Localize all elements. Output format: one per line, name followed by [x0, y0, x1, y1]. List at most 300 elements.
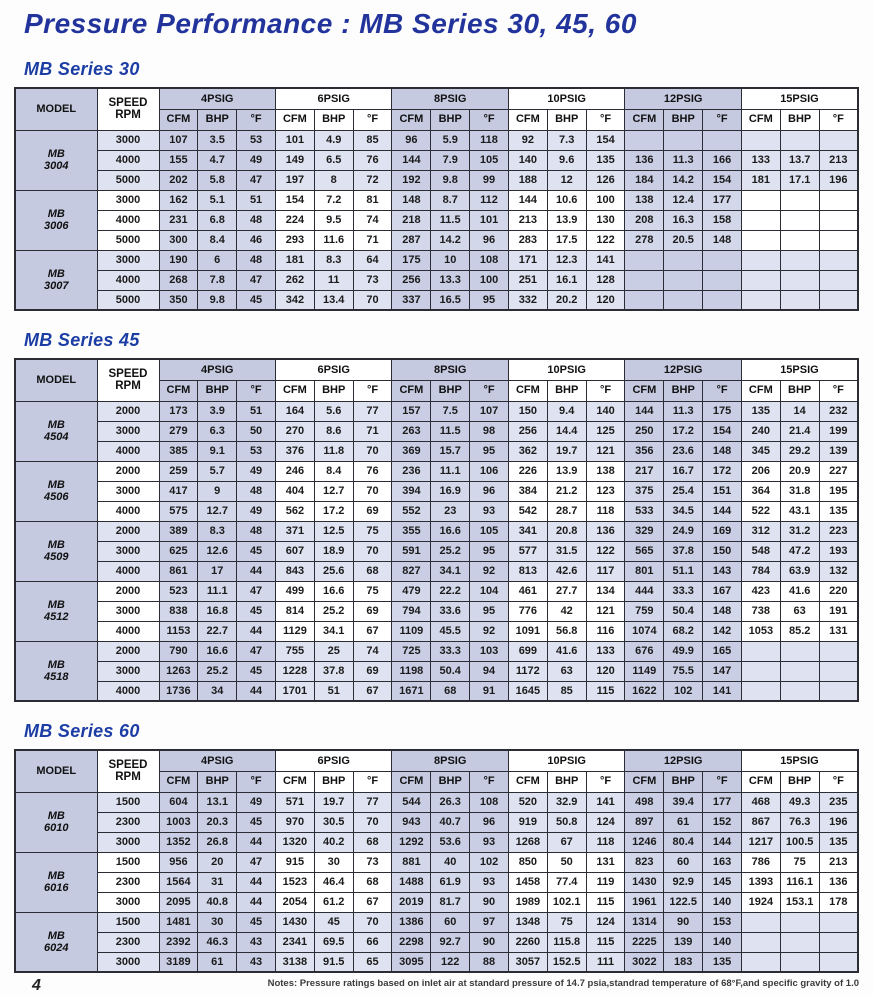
data-cell: 12.4	[664, 190, 703, 210]
data-cell	[780, 230, 819, 250]
data-cell: 362	[508, 441, 547, 461]
data-cell: 384	[508, 481, 547, 501]
data-cell: 50.4	[431, 661, 470, 681]
data-cell: 7.9	[431, 150, 470, 170]
data-cell: 150	[703, 541, 742, 561]
data-cell: 151	[703, 481, 742, 501]
data-cell: 115	[586, 932, 625, 952]
data-cell: 1172	[508, 661, 547, 681]
data-cell: 8	[314, 170, 353, 190]
model-name-line1: MB	[47, 147, 65, 160]
data-cell: 76	[353, 150, 392, 170]
data-cell: 278	[625, 230, 664, 250]
data-cell: 102	[470, 852, 509, 872]
data-cell: 95	[470, 541, 509, 561]
data-cell: 44	[237, 872, 276, 892]
data-cell: 40	[431, 852, 470, 872]
data-cell: 17.2	[314, 501, 353, 521]
sub-header-cfm: CFM	[159, 380, 198, 401]
pressure-table-mb-series-60	[14, 749, 859, 973]
data-cell: 30.5	[314, 812, 353, 832]
data-cell: 699	[508, 641, 547, 661]
data-cell: 195	[819, 481, 858, 501]
data-cell	[819, 250, 858, 270]
data-cell: 85	[353, 130, 392, 150]
data-cell: 256	[392, 270, 431, 290]
data-cell: 956	[159, 852, 198, 872]
data-cell: 105	[470, 521, 509, 541]
data-cell: 141	[586, 792, 625, 812]
data-cell: 81	[353, 190, 392, 210]
data-cell: 70	[353, 812, 392, 832]
data-cell	[625, 130, 664, 150]
data-cell: 133	[586, 641, 625, 661]
data-cell: 162	[159, 190, 198, 210]
data-cell: 790	[159, 641, 198, 661]
data-cell: 140	[586, 401, 625, 421]
table-row	[15, 601, 858, 621]
model-name-line1: MB	[47, 809, 65, 822]
data-cell: 177	[703, 792, 742, 812]
data-cell: 16.6	[198, 641, 237, 661]
data-cell: 3095	[392, 952, 431, 972]
data-cell: 25.2	[198, 661, 237, 681]
table-row	[15, 501, 858, 521]
data-cell: 12.6	[198, 541, 237, 561]
data-cell: 13.1	[198, 792, 237, 812]
data-cell: 202	[159, 170, 198, 190]
data-cell: 148	[703, 441, 742, 461]
data-cell: 125	[586, 421, 625, 441]
data-cell: 7.8	[198, 270, 237, 290]
table-row	[15, 661, 858, 681]
data-cell: 11.8	[314, 441, 353, 461]
table-row	[15, 210, 858, 230]
data-cell	[741, 250, 780, 270]
data-cell: 25	[314, 641, 353, 661]
data-cell: 16.1	[547, 270, 586, 290]
data-cell: 227	[819, 461, 858, 481]
data-cell: 287	[392, 230, 431, 250]
data-cell: 75	[780, 852, 819, 872]
data-cell: 3.5	[198, 130, 237, 150]
data-cell: 90	[664, 912, 703, 932]
data-cell: 3057	[508, 952, 547, 972]
data-cell: 53.6	[431, 832, 470, 852]
table-row	[15, 230, 858, 250]
table-row	[15, 130, 858, 150]
data-cell: 12	[547, 170, 586, 190]
data-cell: 542	[508, 501, 547, 521]
data-cell: 376	[275, 441, 314, 461]
data-cell: 329	[625, 521, 664, 541]
data-cell: 124	[586, 912, 625, 932]
data-cell: 3.9	[198, 401, 237, 421]
data-cell	[625, 270, 664, 290]
data-cell: 1701	[275, 681, 314, 701]
data-cell: 417	[159, 481, 198, 501]
data-cell: 21.4	[780, 421, 819, 441]
data-cell: 45	[237, 912, 276, 932]
sub-header-cfm: CFM	[625, 771, 664, 792]
col-header-model: MODEL	[15, 750, 97, 792]
sub-header-cfm: CFM	[508, 380, 547, 401]
data-cell	[819, 230, 858, 250]
data-cell	[664, 130, 703, 150]
data-cell: 67	[353, 621, 392, 641]
data-cell: 91	[470, 681, 509, 701]
data-cell: 8.6	[314, 421, 353, 441]
data-cell: 217	[625, 461, 664, 481]
model-name-line2: 6024	[44, 941, 69, 954]
page-title: Pressure Performance : MB Series 30, 45, 60	[24, 8, 637, 39]
data-cell: 158	[703, 210, 742, 230]
data-cell	[741, 661, 780, 681]
data-cell: 13.3	[431, 270, 470, 290]
data-cell: 794	[392, 601, 431, 621]
data-cell: 93	[470, 832, 509, 852]
data-cell: 25.2	[314, 601, 353, 621]
table-row	[15, 521, 858, 541]
data-cell: 25.2	[431, 541, 470, 561]
col-header-15psig: 15PSIG	[741, 359, 858, 380]
data-cell: 75	[353, 521, 392, 541]
data-cell: 96	[392, 130, 431, 150]
data-cell: 61.9	[431, 872, 470, 892]
data-cell: 104	[470, 581, 509, 601]
data-cell: 147	[703, 661, 742, 681]
model-name-line2: 3006	[44, 220, 69, 232]
data-cell: 46	[237, 230, 276, 250]
speed-cell: 3000	[97, 892, 159, 912]
data-cell: 312	[741, 521, 780, 541]
data-cell: 69	[353, 501, 392, 521]
data-cell: 8.3	[198, 521, 237, 541]
data-cell: 1149	[625, 661, 664, 681]
pressure-table-mb-series-30	[14, 87, 859, 311]
sub-header-bhp: BHP	[780, 380, 819, 401]
data-cell: 22.2	[431, 581, 470, 601]
sub-header-cfm: CFM	[159, 109, 198, 130]
data-cell: 2225	[625, 932, 664, 952]
data-cell: 341	[508, 521, 547, 541]
data-cell: 256	[508, 421, 547, 441]
data-cell: 135	[819, 832, 858, 852]
model-name-line2: 4504	[44, 431, 69, 443]
col-header-10psig: 10PSIG	[508, 750, 624, 771]
sub-header-degf: °F	[470, 109, 509, 130]
data-cell: 68	[431, 681, 470, 701]
data-cell: 897	[625, 812, 664, 832]
data-cell: 66	[353, 932, 392, 952]
sub-header-degf: °F	[819, 109, 858, 130]
data-cell: 181	[275, 250, 314, 270]
data-cell: 95	[470, 290, 509, 310]
data-cell	[741, 290, 780, 310]
data-cell: 1386	[392, 912, 431, 932]
sub-header-cfm: CFM	[508, 109, 547, 130]
data-cell: 1228	[275, 661, 314, 681]
data-cell: 152.5	[547, 952, 586, 972]
sub-header-cfm: CFM	[275, 771, 314, 792]
data-cell: 70	[353, 481, 392, 501]
table-row	[15, 812, 858, 832]
data-cell: 144	[508, 190, 547, 210]
data-cell: 144	[703, 832, 742, 852]
table-row	[15, 461, 858, 481]
data-cell: 77	[353, 792, 392, 812]
data-cell: 34.1	[431, 561, 470, 581]
data-cell: 2095	[159, 892, 198, 912]
data-cell: 94	[470, 661, 509, 681]
data-cell: 2054	[275, 892, 314, 912]
data-cell: 115.8	[547, 932, 586, 952]
data-cell: 142	[703, 621, 742, 641]
data-cell: 16.5	[431, 290, 470, 310]
data-cell: 92	[470, 561, 509, 581]
data-cell: 1129	[275, 621, 314, 641]
data-cell: 45	[237, 290, 276, 310]
data-cell	[741, 952, 780, 972]
data-cell	[819, 661, 858, 681]
data-cell	[741, 912, 780, 932]
table-body	[15, 130, 858, 310]
data-cell	[819, 952, 858, 972]
notes-text: Notes: Pressure ratings based on inlet air at standard pressure of 14.7 psia,standrad temperature of 68°F,and specific gravity of 1.0	[267, 978, 859, 989]
data-cell: 444	[625, 581, 664, 601]
data-cell: 191	[819, 601, 858, 621]
data-cell: 9.6	[547, 150, 586, 170]
data-cell: 604	[159, 792, 198, 812]
data-cell: 1153	[159, 621, 198, 641]
sub-header-degf: °F	[237, 771, 276, 792]
data-cell: 14.2	[664, 170, 703, 190]
data-cell: 6.8	[198, 210, 237, 230]
series-heading: MB Series 30	[24, 59, 140, 79]
data-cell: 11.6	[314, 230, 353, 250]
data-cell: 364	[741, 481, 780, 501]
data-cell: 2019	[392, 892, 431, 912]
data-cell: 46.3	[198, 932, 237, 952]
data-cell: 250	[625, 421, 664, 441]
data-cell: 102.1	[547, 892, 586, 912]
speed-cell: 4000	[97, 621, 159, 641]
data-cell	[741, 641, 780, 661]
data-cell: 1268	[508, 832, 547, 852]
data-cell: 1458	[508, 872, 547, 892]
data-cell: 67	[353, 892, 392, 912]
data-cell: 23.6	[664, 441, 703, 461]
data-cell: 1481	[159, 912, 198, 932]
data-cell: 178	[819, 892, 858, 912]
sub-header-degf: °F	[586, 109, 625, 130]
data-cell	[741, 270, 780, 290]
speed-cell: 2300	[97, 872, 159, 892]
sub-header-degf: °F	[353, 771, 392, 792]
data-cell: 140	[703, 932, 742, 952]
tables-container	[0, 59, 873, 973]
data-cell: 105	[470, 150, 509, 170]
data-cell: 15.7	[431, 441, 470, 461]
model-cell	[15, 852, 97, 912]
data-cell	[819, 681, 858, 701]
data-cell: 19.7	[314, 792, 353, 812]
speed-label-line1: SPEED	[108, 758, 148, 771]
data-cell: 881	[392, 852, 431, 872]
data-cell: 562	[275, 501, 314, 521]
data-cell: 479	[392, 581, 431, 601]
data-cell: 100	[586, 190, 625, 210]
data-cell: 173	[159, 401, 198, 421]
data-cell: 92.7	[431, 932, 470, 952]
data-cell	[703, 270, 742, 290]
data-cell: 14	[780, 401, 819, 421]
data-cell: 69	[353, 601, 392, 621]
data-cell: 11.5	[431, 421, 470, 441]
sub-header-cfm: CFM	[275, 109, 314, 130]
data-cell: 11.5	[431, 210, 470, 230]
data-cell: 120	[586, 290, 625, 310]
data-cell: 22.7	[198, 621, 237, 641]
data-cell: 60	[664, 852, 703, 872]
data-cell: 143	[703, 561, 742, 581]
data-cell: 6.3	[198, 421, 237, 441]
data-cell: 70	[353, 541, 392, 561]
data-cell: 48	[237, 481, 276, 501]
data-cell: 755	[275, 641, 314, 661]
sub-header-bhp: BHP	[780, 771, 819, 792]
data-cell: 74	[353, 210, 392, 230]
table-header	[15, 750, 858, 792]
data-cell: 131	[819, 621, 858, 641]
data-cell: 12.7	[198, 501, 237, 521]
data-cell: 122	[586, 230, 625, 250]
speed-cell: 5000	[97, 230, 159, 250]
model-name-line1: MB	[47, 598, 65, 611]
data-cell: 468	[741, 792, 780, 812]
data-cell	[780, 270, 819, 290]
data-cell: 138	[586, 461, 625, 481]
data-cell: 144	[392, 150, 431, 170]
model-cell	[15, 401, 97, 461]
data-cell: 394	[392, 481, 431, 501]
data-cell: 63	[547, 661, 586, 681]
data-cell: 259	[159, 461, 198, 481]
data-cell: 3138	[275, 952, 314, 972]
data-cell: 1246	[625, 832, 664, 852]
data-cell: 49.3	[780, 792, 819, 812]
sub-header-degf: °F	[819, 771, 858, 792]
data-cell: 843	[275, 561, 314, 581]
model-cell	[15, 521, 97, 581]
data-cell: 369	[392, 441, 431, 461]
data-cell: 9.8	[198, 290, 237, 310]
data-cell: 71	[353, 421, 392, 441]
data-cell: 18.9	[314, 541, 353, 561]
data-cell: 14.4	[547, 421, 586, 441]
speed-cell: 3000	[97, 250, 159, 270]
data-cell: 40.7	[431, 812, 470, 832]
data-cell: 95	[470, 441, 509, 461]
data-cell: 197	[275, 170, 314, 190]
data-cell: 533	[625, 501, 664, 521]
sub-header-degf: °F	[237, 109, 276, 130]
data-cell: 591	[392, 541, 431, 561]
col-header-15psig: 15PSIG	[741, 88, 858, 109]
data-cell: 26.8	[198, 832, 237, 852]
data-cell: 172	[703, 461, 742, 481]
data-cell: 970	[275, 812, 314, 832]
data-cell: 76	[353, 461, 392, 481]
sub-header-cfm: CFM	[392, 771, 431, 792]
sub-header-degf: °F	[586, 380, 625, 401]
data-cell: 5.8	[198, 170, 237, 190]
table-row	[15, 541, 858, 561]
data-cell: 44	[237, 681, 276, 701]
data-cell: 154	[703, 421, 742, 441]
data-cell: 92.9	[664, 872, 703, 892]
sub-header-cfm: CFM	[392, 380, 431, 401]
data-cell: 154	[275, 190, 314, 210]
data-cell: 47	[237, 270, 276, 290]
data-cell: 220	[819, 581, 858, 601]
col-header-4psig: 4PSIG	[159, 88, 275, 109]
data-cell	[780, 290, 819, 310]
data-cell: 575	[159, 501, 198, 521]
data-cell: 16.8	[198, 601, 237, 621]
data-cell: 235	[819, 792, 858, 812]
data-cell: 5.9	[431, 130, 470, 150]
data-cell: 90	[470, 932, 509, 952]
data-cell: 61	[664, 812, 703, 832]
data-cell: 122.5	[664, 892, 703, 912]
table-row	[15, 270, 858, 290]
sub-header-cfm: CFM	[392, 109, 431, 130]
table-row	[15, 952, 858, 972]
speed-cell: 4000	[97, 270, 159, 290]
data-cell: 49	[237, 150, 276, 170]
model-name-line1: MB	[47, 929, 65, 942]
data-cell: 138	[625, 190, 664, 210]
data-cell: 45	[237, 661, 276, 681]
data-cell: 1736	[159, 681, 198, 701]
data-cell: 20.2	[547, 290, 586, 310]
data-cell: 13.7	[780, 150, 819, 170]
data-cell: 43	[237, 952, 276, 972]
data-cell: 1430	[625, 872, 664, 892]
sub-header-bhp: BHP	[664, 380, 703, 401]
data-cell: 72	[353, 170, 392, 190]
data-cell: 21.2	[547, 481, 586, 501]
data-cell: 40.8	[198, 892, 237, 912]
data-cell: 157	[392, 401, 431, 421]
data-cell: 30	[198, 912, 237, 932]
data-cell	[780, 661, 819, 681]
sub-header-degf: °F	[703, 380, 742, 401]
data-cell: 2298	[392, 932, 431, 952]
data-cell	[819, 932, 858, 952]
data-cell: 67	[547, 832, 586, 852]
data-cell: 1564	[159, 872, 198, 892]
model-name-line2: 4509	[44, 551, 69, 563]
data-cell: 34.1	[314, 621, 353, 641]
speed-cell: 4000	[97, 681, 159, 701]
data-cell: 33.3	[431, 641, 470, 661]
model-cell	[15, 250, 97, 310]
data-cell: 5.6	[314, 401, 353, 421]
data-cell: 136	[586, 521, 625, 541]
data-cell: 73	[353, 270, 392, 290]
